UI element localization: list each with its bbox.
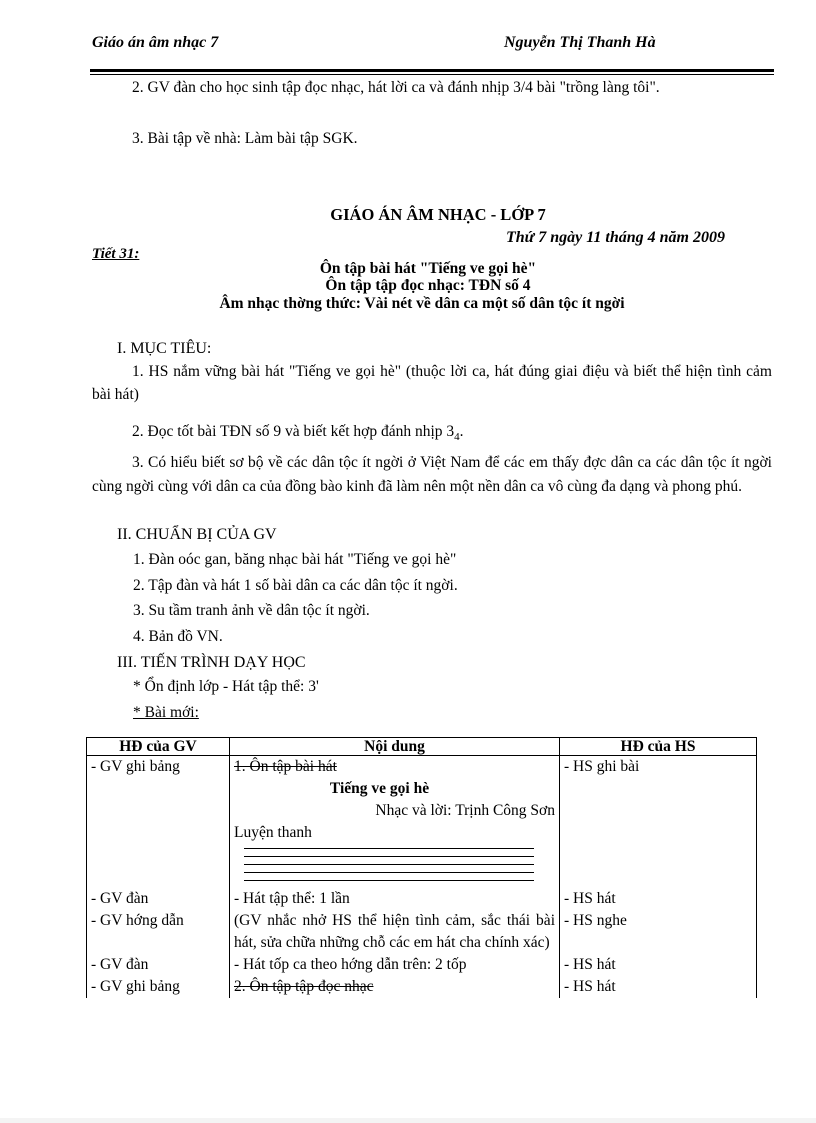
row2-content: - Hát tập thể: 1 lần xyxy=(230,888,560,910)
objective-3: 3. Có hiểu biết sơ bộ về các dân tộc ít ngời ở Việt Nam để các em thấy đợc dân ca các dân tộc ít ngời cùng ngời cùng với dân ca của đồng bào kinh đã làm nên một nền dân ca vô cùng đa dạng và phong phú. xyxy=(92,454,772,495)
lesson-title: GIÁO ÁN ÂM NHẠC - LỚP 7 xyxy=(330,205,546,224)
lesson-topic-2: Ôn tập tập đọc nhạc: TĐN số 4 xyxy=(325,277,531,294)
table-row xyxy=(87,888,757,910)
music-staff xyxy=(244,848,534,881)
prep-item-4: 4. Bản đồ VN. xyxy=(133,628,223,645)
staff-line xyxy=(244,864,534,865)
intro-paragraph-2: 3. Bài tập về nhà: Làm bài tập SGK. xyxy=(132,130,358,147)
objective-2 xyxy=(92,420,772,449)
warmup-label: Luyện thanh xyxy=(234,824,312,841)
header-content: Nội dung xyxy=(230,738,560,756)
row4-teacher: - GV đàn xyxy=(87,954,230,976)
lesson-topic-1: Ôn tập bài hát "Tiếng ve gọi hè" xyxy=(319,260,537,277)
table-row xyxy=(87,976,757,998)
prep-item-3: 3. Su tầm tranh ảnh về dân tộc ít ngời. xyxy=(133,602,370,619)
objective-2-text: 2. Đọc tốt bài TĐN số 9 và biết kết hợp đánh nhịp 3 xyxy=(132,423,455,440)
intro-paragraph-1: 2. GV đàn cho học sinh tập đọc nhạc, hát lời ca và đánh nhịp 3/4 bài "trồng làng tôi". xyxy=(132,79,660,96)
header-rule-thin xyxy=(90,74,774,75)
staff-line xyxy=(244,872,534,873)
song-author: Nhạc và lời: Trịnh Công Sơn xyxy=(375,802,555,819)
row1-content xyxy=(230,756,560,889)
lesson-date: Thứ 7 ngày 11 tháng 4 năm 2009 xyxy=(506,229,725,246)
header-left: Giáo án âm nhạc 7 xyxy=(92,34,219,51)
header-right: Nguyễn Thị Thanh Hà xyxy=(504,34,656,51)
header-student-activity: HĐ của HS xyxy=(560,738,757,756)
class-opening: * Ổn định lớp - Hát tập thể: 3' xyxy=(133,678,319,695)
song-title: Tiếng ve gọi hè xyxy=(329,780,430,797)
table-row xyxy=(87,910,757,954)
staff-line xyxy=(244,856,534,857)
section-2-heading: II. CHUẨN BỊ CỦA GV xyxy=(117,526,277,543)
row1-teacher: - GV ghi bảng xyxy=(87,756,230,889)
row5-student: - HS hát xyxy=(560,976,757,998)
row3-teacher: - GV hớng dẫn xyxy=(87,910,230,954)
table-row xyxy=(87,954,757,976)
row2-teacher: - GV đàn xyxy=(87,888,230,910)
row5-content: 2. Ôn tập tập đọc nhạc xyxy=(230,976,560,998)
prep-item-1: 1. Đàn oóc gan, băng nhạc bài hát "Tiếng ve gọi hè" xyxy=(133,551,457,568)
row4-student: - HS hát xyxy=(560,954,757,976)
header-teacher-activity: HĐ của GV xyxy=(87,738,230,756)
table-row xyxy=(87,756,757,889)
table-header-row xyxy=(87,738,757,756)
page-bottom-edge xyxy=(0,1118,816,1123)
objective-2-subscript: 4 xyxy=(454,431,460,444)
section-3-heading: III. TIẾN TRÌNH DẠY HỌC xyxy=(117,654,306,671)
row3-student: - HS nghe xyxy=(560,910,757,954)
staff-line xyxy=(244,880,534,881)
row5-teacher: - GV ghi bảng xyxy=(87,976,230,998)
new-lesson-label: * Bài mới: xyxy=(133,704,199,721)
lesson-table xyxy=(86,737,757,998)
lesson-period: Tiết 31: xyxy=(92,246,140,262)
objective-2-end: . xyxy=(459,423,464,440)
row3-content: (GV nhắc nhở HS thể hiện tình cảm, sắc thái bài hát, sửa chữa những chỗ các em hát cha chính xác) xyxy=(230,910,560,954)
row2-student: - HS hát xyxy=(560,888,757,910)
part1-title: 1. Ôn tập bài hát xyxy=(234,758,337,775)
row4-content: - Hát tốp ca theo hớng dẫn trên: 2 tốp xyxy=(230,954,560,976)
staff-line xyxy=(244,848,534,849)
row1-student: - HS ghi bài xyxy=(560,756,757,889)
prep-item-2: 2. Tập đàn và hát 1 số bài dân ca các dân tộc ít ngời. xyxy=(133,577,458,594)
section-1-heading: I. MỤC TIÊU: xyxy=(117,340,212,357)
header-rule-thick xyxy=(90,69,774,72)
objective-1: 1. HS nắm vững bài hát "Tiếng ve gọi hè" (thuộc lời ca, hát đúng giai điệu và biết thể hiện tình cảm bài hát) xyxy=(92,363,772,403)
lesson-topic-3: Âm nhạc thờng thức: Vài nét về dân ca một số dân tộc ít ngời xyxy=(219,295,625,312)
